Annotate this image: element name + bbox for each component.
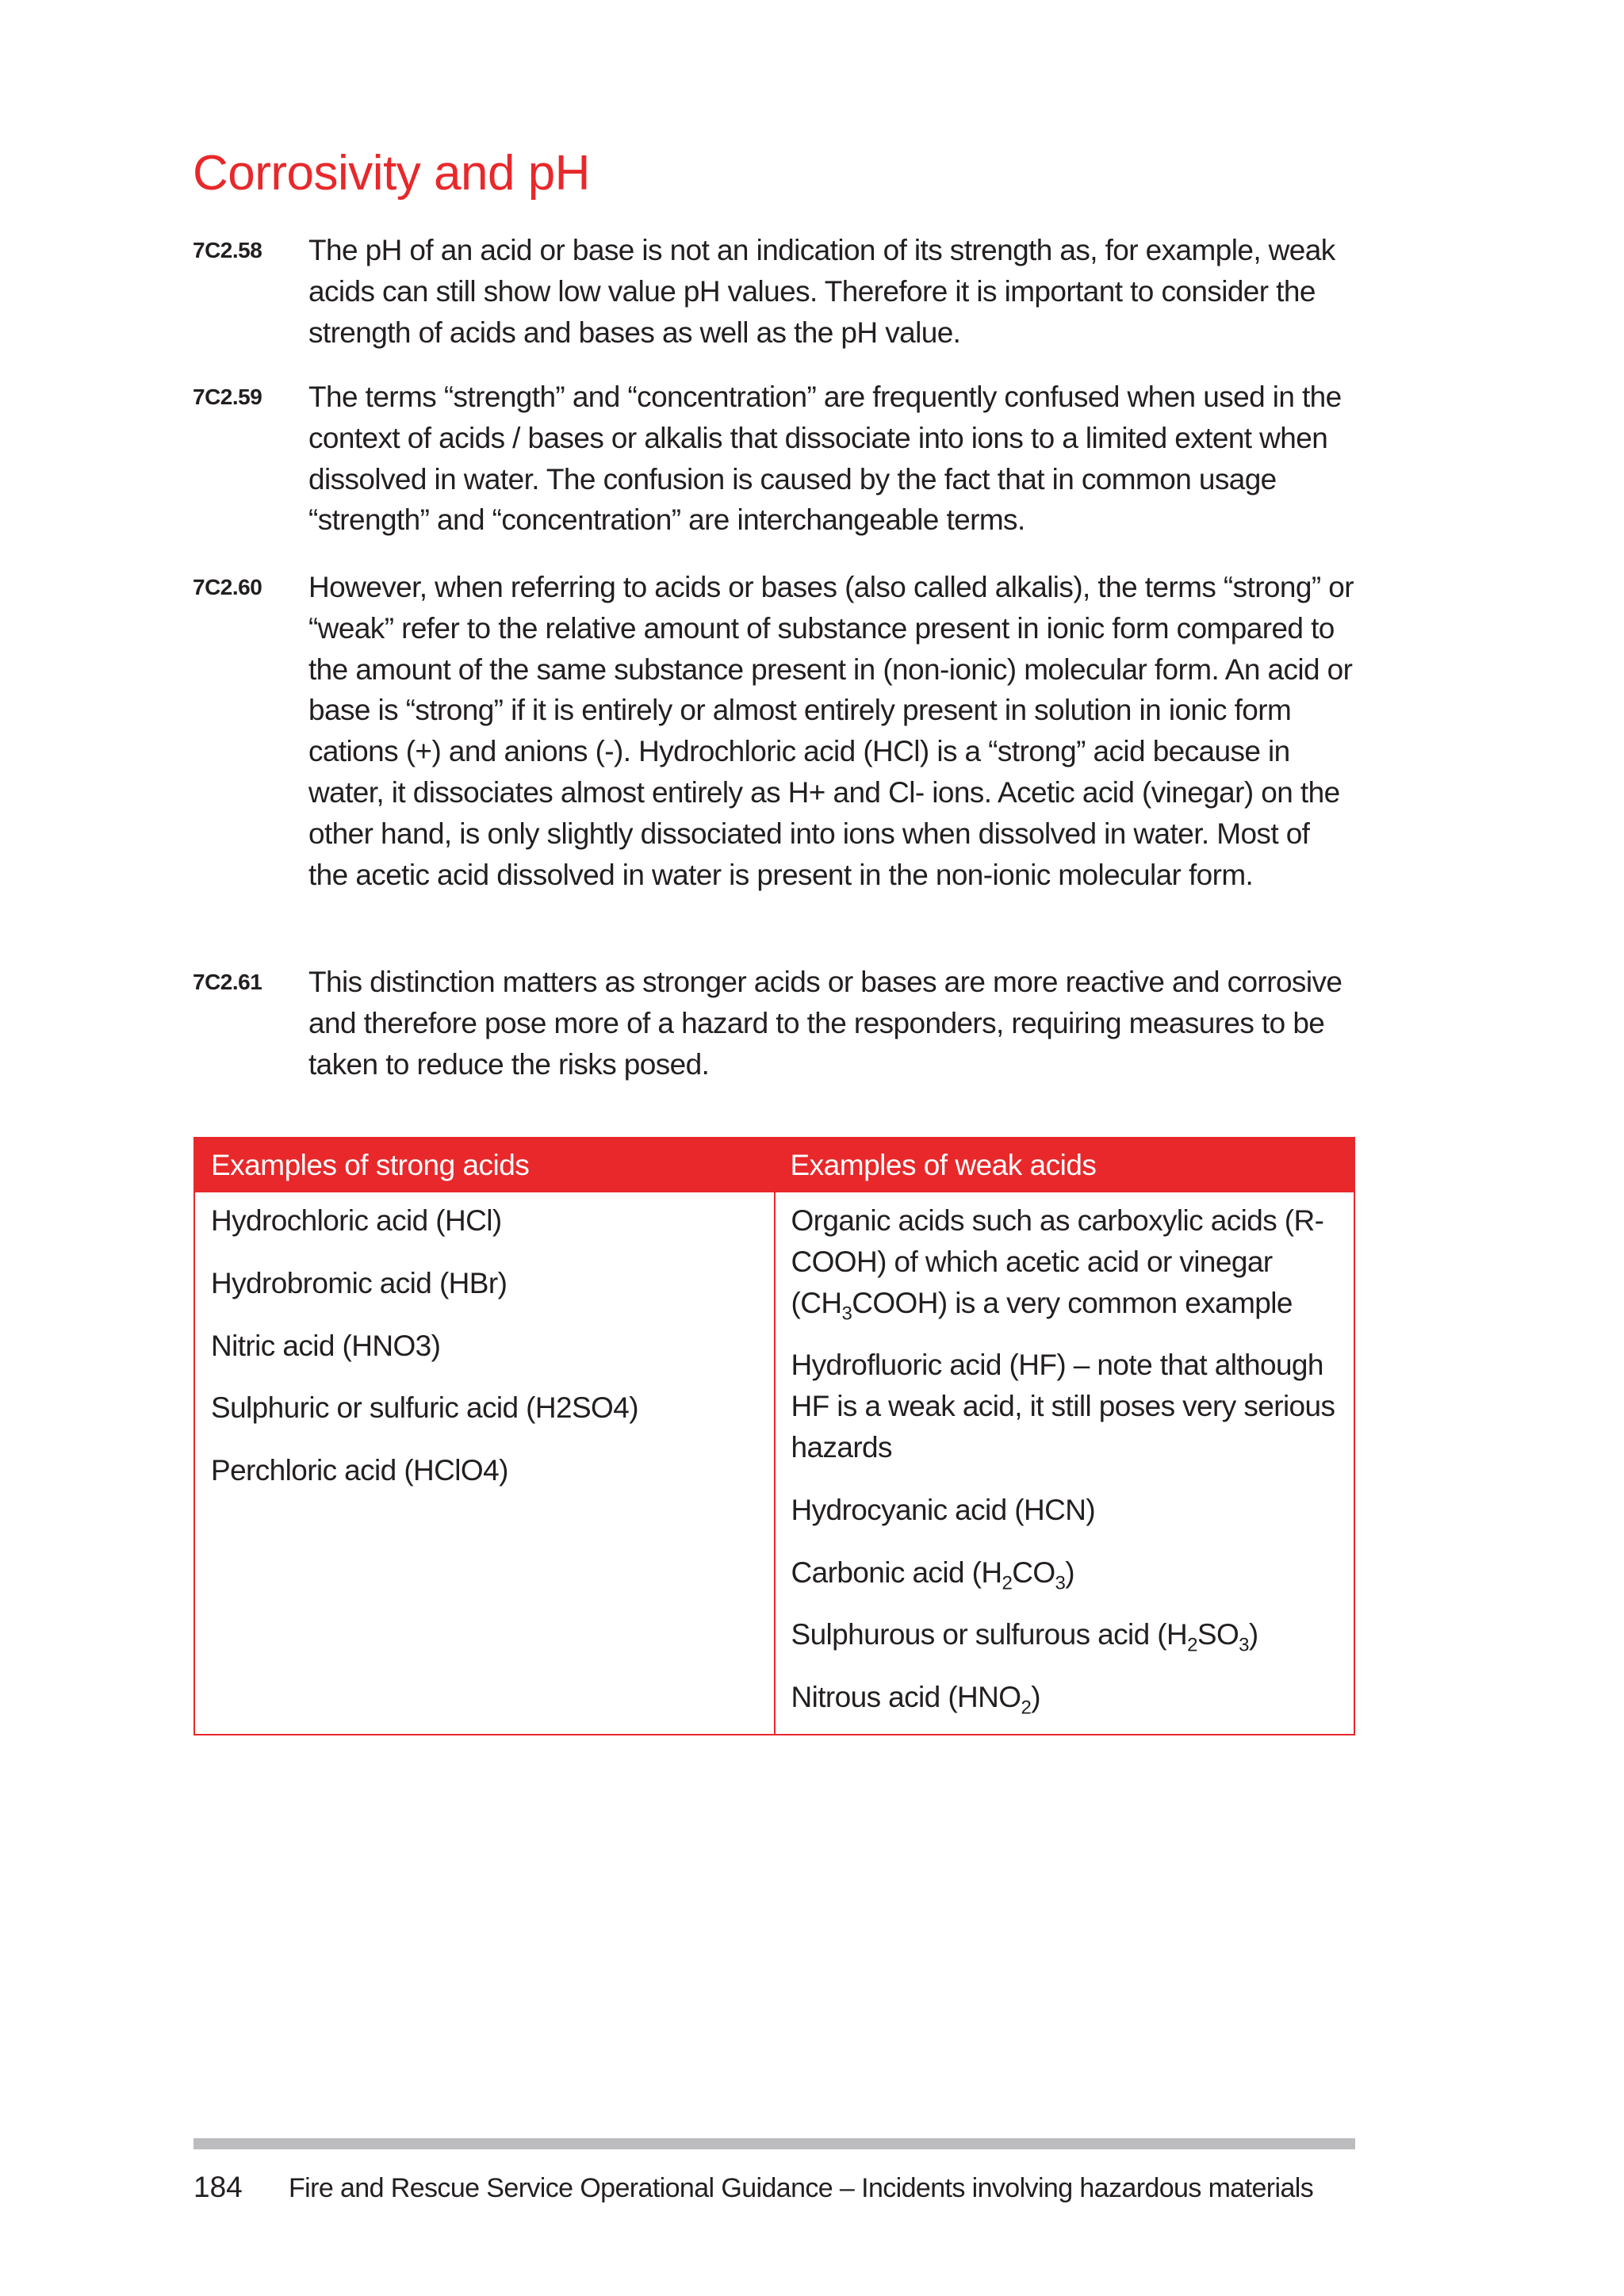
weak-acid-item: Nitrous acid $(HNO_2)$: [791, 1681, 1040, 1719]
strong-acid-item: Perchloric acid (HClO4): [211, 1454, 508, 1487]
strong-acid-item: Hydrochloric acid (HCl): [211, 1204, 502, 1237]
weak-acid-item: Carbonic acid $(H_2CO_3)$: [791, 1556, 1074, 1594]
page-footer: [193, 2171, 1355, 2204]
paragraph-7c2-60: [193, 567, 1358, 895]
weak-acid-item: Hydrofluoric acid (HF) – note that although HF is a weak acid, it still poses very serious hazards: [791, 1349, 1335, 1464]
paragraph-text: This distinction matters as stronger acids or bases are more reactive and corrosive and therefore pose more of a hazard to the responders, requiring measures to be taken to reduce the risks posed.: [308, 966, 1342, 1081]
page-title: Corrosivity and pH: [193, 146, 590, 201]
strong-acid-item: Hydrobromic acid (HBr): [211, 1266, 508, 1299]
paragraph-number: 7C2.59: [193, 385, 262, 409]
weak-acid-item: Organic acids such as carboxylic acids (R-COOH) of which acetic acid or vinegar $(CH_3COOH)$ is a very common example: [791, 1204, 1324, 1324]
weak-acid-item: Hydrocyanic acid (HCN): [791, 1493, 1096, 1526]
strong-acids-cell: [194, 1192, 775, 1735]
page-number: 184: [193, 2171, 243, 2203]
paragraph-number: 7C2.58: [193, 238, 262, 262]
column-header-weak-acids: Examples of weak acids: [775, 1138, 1355, 1192]
weak-acid-item: Sulphurous or sulfurous acid $(H_2SO_3)$: [791, 1618, 1258, 1656]
paragraph-text: However, when referring to acids or bases (also called alkalis), the terms “strong” or “weak” refer to the relative amount of substance present in ionic form compared to the amount of the same substance present in (non-ionic) molecular form. An acid or base is “strong” if it is entirely or almost entirely present in solution in ionic form cations (+) and anions (-). Hydrochloric acid (HCl) is a “strong” acid because in water, it dissociates almost entirely as H+ and Cl- ions. Acetic acid (vinegar) on the other hand, is only slightly dissociated into ions when dissolved in water. Most of the acetic acid dissolved in water is present in the non-ionic molecular form.: [308, 571, 1354, 891]
paragraph-number: 7C2.60: [193, 575, 262, 599]
paragraph-7c2-58: [193, 230, 1358, 353]
document-title: Fire and Rescue Service Operational Guidance – Incidents involving hazardous materials: [289, 2173, 1314, 2203]
footer-divider: [193, 2138, 1355, 2149]
paragraph-number: 7C2.61: [193, 970, 262, 994]
weak-acids-cell: [775, 1192, 1355, 1735]
strong-acid-item: Sulphuric or sulfuric acid (H2SO4): [211, 1391, 638, 1425]
acid-examples-table: [193, 1137, 1355, 1735]
paragraph-text: The terms “strength” and “concentration” are frequently confused when used in the context of acids / bases or alkalis that dissociate into ions to a limited extent when dissolved in water. The confusion is caused by the fact that in common usage “strength” and “concentration” are interchangeable terms.: [308, 381, 1342, 537]
paragraph-7c2-61: [193, 962, 1358, 1085]
paragraph-7c2-59: [193, 377, 1358, 541]
paragraph-text: The pH of an acid or base is not an indication of its strength as, for example, weak acids can still show low value pH values. Therefore it is important to consider the strength of acids and bases as well as the pH value.: [308, 234, 1335, 349]
column-header-strong-acids: Examples of strong acids: [194, 1138, 775, 1192]
strong-acid-item: Nitric acid (HNO3): [211, 1329, 441, 1362]
